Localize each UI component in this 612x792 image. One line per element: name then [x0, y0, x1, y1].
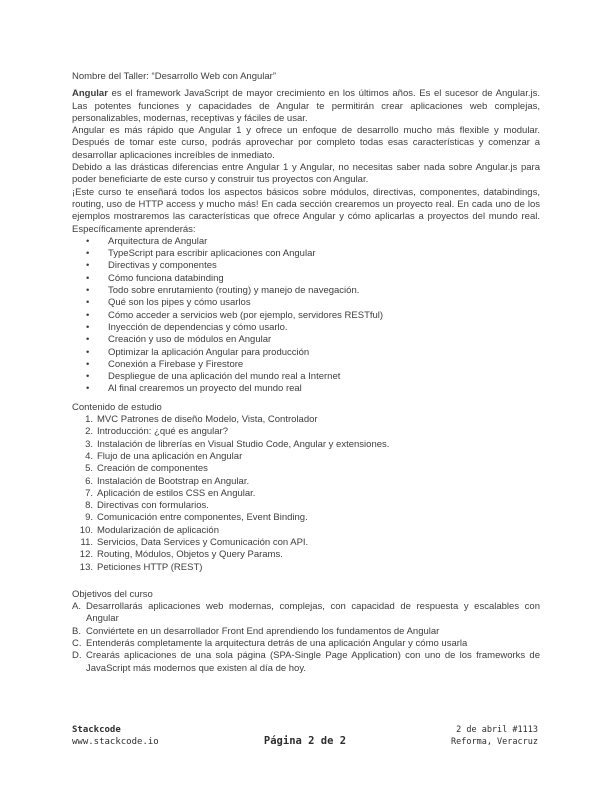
item-number: 9.: [85, 512, 93, 524]
bullet-item: [72, 236, 540, 248]
item-text: Routing, Módulos, Objetos y Query Params.: [97, 549, 283, 561]
bullet-item-text: Todo sobre enrutamiento (routing) y manejo de navegación.: [108, 285, 360, 297]
objetivos-lettered-list: [72, 601, 540, 675]
bullet-item-text: Creación y uso de módulos en Angular: [108, 334, 272, 346]
bullet-icon: •: [86, 235, 90, 247]
page-indicator: Página 2 de 2: [263, 735, 347, 747]
bullet-item: [72, 248, 540, 260]
contenido-item: [72, 537, 540, 549]
item-number: 4.: [85, 450, 93, 462]
bullet-item-text: Despliegue de una aplicación del mundo real a Internet: [108, 371, 341, 383]
item-number: 7.: [85, 487, 93, 499]
bullet-item-text: Al final crearemos un proyecto del mundo real: [108, 383, 302, 395]
bullet-item-text: Inyección de dependencias y cómo usarlo.: [108, 321, 288, 333]
item-letter: B.: [72, 625, 81, 637]
contenido-item: [72, 439, 540, 451]
item-text: Introducción: ¿qué es angular?: [97, 426, 228, 438]
bullet-item-text: Cómo funciona databinding: [108, 272, 224, 284]
bullet-item-text: Cómo acceder a servicios web (por ejemplo, servidores RESTful): [108, 309, 384, 321]
bullet-icon: •: [86, 285, 90, 297]
bullet-icon: •: [86, 334, 90, 346]
bullet-item: [72, 347, 540, 359]
bullet-item: [72, 260, 540, 272]
item-number: 5.: [85, 463, 93, 475]
bullet-item-text: Conexión a Firebase y Firestore: [108, 358, 244, 370]
item-text: Conviértete en un desarrollador Front End aprendiendo los fundamentos de Angular: [86, 625, 440, 637]
item-text: Directivas con formularios.: [97, 500, 209, 512]
bullet-icon: •: [86, 297, 90, 309]
objetivo-item: [72, 650, 540, 675]
intro-lead-word: Angular: [72, 88, 108, 100]
bullet-item: [72, 334, 540, 346]
bullet-icon: •: [86, 260, 90, 272]
footer-right-block: [346, 724, 538, 748]
bullet-item: [72, 322, 540, 334]
item-text: Servicios, Data Services y Comunicación con API.: [97, 536, 309, 548]
contenido-item: [72, 463, 540, 475]
item-text: Crearás aplicaciones de una sola página (SPA-Single Page Application) con uno de los frameworks de JavaScript más modernos que existen al día de hoy.: [86, 650, 540, 674]
item-text: Peticiones HTTP (REST): [97, 561, 203, 573]
bullet-item-text: Qué son los pipes y cómo usarlos: [108, 297, 251, 309]
contenido-item: [72, 525, 540, 537]
bullet-icon: •: [86, 272, 90, 284]
bullet-item: [72, 273, 540, 285]
objetivo-item: [72, 601, 540, 626]
contenido-item: [72, 426, 540, 438]
bullet-item-text: Optimizar la aplicación Angular para producción: [108, 346, 310, 358]
item-text: Aplicación de estilos CSS en Angular.: [97, 487, 256, 499]
workshop-title-line: Nombre del Taller: “Desarrollo Web con Angular”: [72, 71, 276, 82]
item-number: 1.: [85, 414, 93, 426]
website-url: www.stackcode.io: [72, 737, 159, 747]
intro-paragraph-1-text: es el framework JavaScript de mayor crecimiento en los últimos años. Es el sucesor de Angular.js. Las potentes funciones y capacidades de Angular te permitirán crear aplicaciones web complejas, personalizables, modernas, receptivas y fáciles de usar.: [72, 88, 540, 124]
bullet-icon: •: [86, 248, 90, 260]
bullet-item-text: Arquitectura de Angular: [108, 235, 208, 247]
intro-paragraph-4: ¡Este curso te enseñará todos los aspectos básicos sobre módulos, directivas, componentes, databindings, routing, uso de HTTP access y mucho más! En cada sección crearemos un proyecto real. En cada uno de los ejemplos mostraremos las características que ofrece Angular y cómo aplicarlas a proyectos del mundo real. Específicamente aprenderás:: [72, 186, 540, 235]
location-text: Reforma, Veracruz: [451, 737, 538, 747]
contenido-heading: Contenido de estudio: [72, 401, 162, 413]
contenido-item: [72, 476, 540, 488]
item-letter: C.: [72, 638, 82, 650]
contenido-item: [72, 488, 540, 500]
contenido-item: [72, 451, 540, 463]
item-number: 2.: [85, 426, 93, 438]
page-footer: [72, 724, 538, 748]
bullet-item-text: Directivas y componentes: [108, 260, 217, 272]
document-body: [72, 71, 540, 675]
bullet-icon: •: [86, 346, 90, 358]
item-number: 8.: [85, 500, 93, 512]
item-text: MVC Patrones de diseño Modelo, Vista, Controlador: [97, 414, 318, 426]
objetivos-heading: Objetivos del curso: [72, 588, 153, 600]
item-text: Modularización de aplicación: [97, 524, 219, 536]
item-text: Flujo de una aplicación en Angular: [97, 450, 243, 462]
bullet-icon: •: [86, 358, 90, 370]
item-letter: A.: [72, 601, 81, 613]
bullet-item: [72, 383, 540, 395]
footer-left-block: [72, 724, 264, 748]
bullet-item: [72, 297, 540, 309]
contenido-numbered-list: [72, 414, 540, 574]
item-number: 13.: [79, 561, 93, 573]
item-number: 6.: [85, 475, 93, 487]
bullet-icon: •: [86, 371, 90, 383]
intro-paragraph-3: Debido a las drásticas diferencias entre Angular 1 y Angular, no necesitas saber nada sobre Angular.js para poder beneficiarte de este curso y construir tus proyectos con Angular.: [72, 162, 540, 186]
item-text: Entenderás completamente la arquitectura detrás de una aplicación Angular y cómo usarla: [86, 638, 468, 650]
contenido-item: [72, 512, 540, 524]
brand-name: Stackcode: [72, 725, 121, 735]
intro-paragraph-1: [72, 88, 540, 125]
item-text: Creación de componentes: [97, 463, 208, 475]
item-number: 11.: [80, 536, 93, 548]
item-number: 10.: [79, 524, 93, 536]
contenido-item: [72, 500, 540, 512]
date-reference: 2 de abril #1113: [456, 725, 538, 735]
bullet-item: [72, 371, 540, 383]
bullet-item: [72, 285, 540, 297]
item-number: 12.: [79, 549, 93, 561]
item-text: Comunicación entre componentes, Event Binding.: [97, 512, 308, 524]
bullet-item: [72, 359, 540, 371]
item-text: Instalación de librerías en Visual Studio Code, Angular y extensiones.: [97, 438, 390, 450]
objetivo-item: [72, 626, 540, 638]
bullet-item: [72, 310, 540, 322]
contenido-item: [72, 562, 540, 574]
contenido-item: [72, 549, 540, 561]
item-number: 3.: [85, 438, 93, 450]
bullet-icon: •: [86, 309, 90, 321]
objetivo-item: [72, 638, 540, 650]
item-letter: D.: [72, 650, 82, 662]
bullet-item-text: TypeScript para escribir aplicaciones con Angular: [108, 248, 316, 260]
features-bullet-list: [72, 236, 540, 396]
bullet-icon: •: [86, 383, 90, 395]
item-text: Desarrollarás aplicaciones web modernas, complejas, con capacidad de respuesta y escalables con Angular: [86, 601, 540, 625]
item-text: Instalación de Bootstrap en Angular.: [97, 475, 250, 487]
intro-paragraph-2: Angular es más rápido que Angular 1 y ofrece un enfoque de desarrollo mucho más flexible y modular. Después de tomar este curso, podrás aprovechar por completo todas esas características y comenzar a desarrollar aplicaciones increíbles de inmediato.: [72, 125, 540, 161]
bullet-icon: •: [86, 321, 90, 333]
contenido-item: [72, 414, 540, 426]
